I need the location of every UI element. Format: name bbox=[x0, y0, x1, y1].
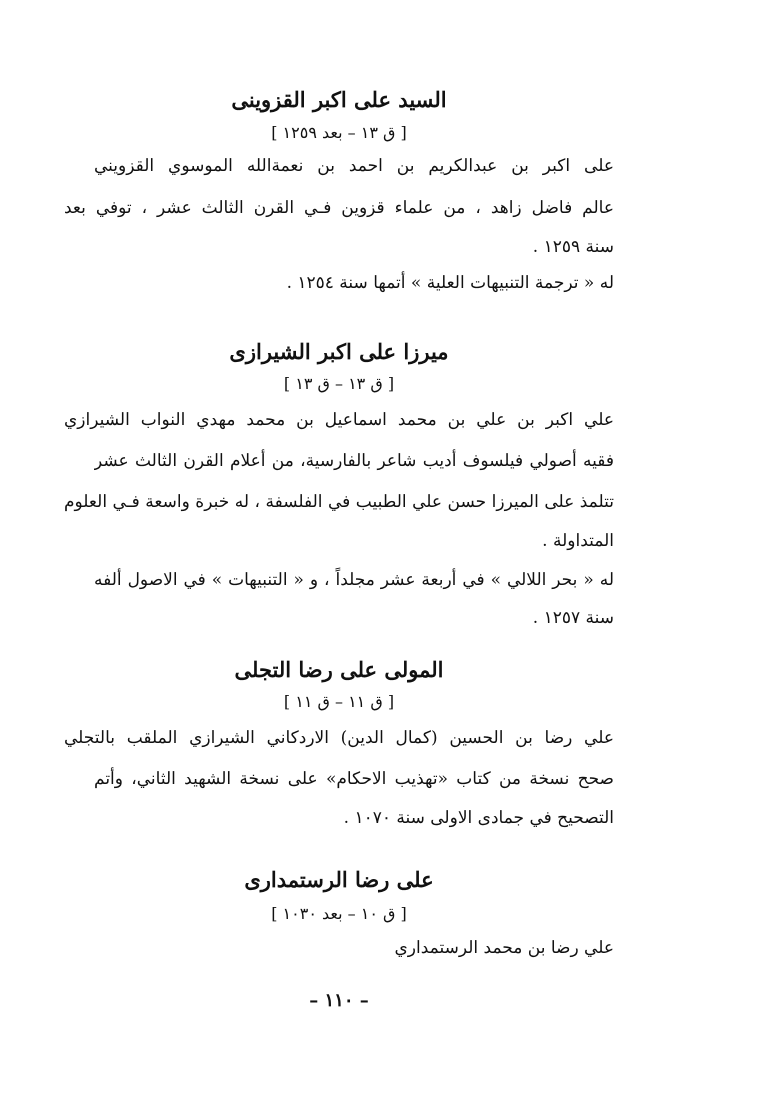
entry-3-dates: [ ق ١١ – ق ١١ ] bbox=[283, 692, 395, 711]
entry-1-line-2: عالم فاضل زاهد ، من علماء قزوين فـي القرن الثالث عشر ، توفي بعد bbox=[64, 198, 614, 218]
entry-2-dates: [ ق ١٣ – ق ١٣ ] bbox=[283, 374, 395, 393]
entry-2-work-1: له « بحر اللالي » في أربعة عشر مجلداً ، و « التنبيهات » في الاصول ألفه bbox=[94, 570, 614, 590]
entry-2-title: ميرزا على اكبر الشيرازى bbox=[229, 339, 449, 364]
entry-3-title: المولى على رضا التجلى bbox=[234, 657, 444, 682]
entry-2-work-2: سنة ١٢٥٧ . bbox=[532, 608, 614, 628]
entry-2-line-1: علي اكبر بن علي بن محمد اسماعيل بن محمد مهدي النواب الشيرازي bbox=[64, 410, 614, 430]
page-number: – ١١٠ – bbox=[309, 990, 369, 1011]
entry-1-work: له « ترجمة التنبيهات العلية » أتمها سنة ١٢٥٤ . bbox=[286, 273, 614, 293]
entry-3-line-2: صحح نسخة من كتاب «تهذيب الاحكام» على نسخة الشهيد الثاني، وأتم bbox=[94, 769, 614, 789]
entry-2-line-4: المتداولة . bbox=[542, 531, 614, 551]
entry-4-title: على رضا الرستمدارى bbox=[244, 867, 434, 892]
entry-1-line-1: على اكبر بن عبدالكريم بن احمد بن نعمةالله الموسوي القزويني bbox=[94, 156, 614, 176]
entry-4-dates: [ ق ١٠ – بعد ١٠٣٠ ] bbox=[271, 904, 407, 923]
document-page bbox=[64, 0, 614, 1095]
entry-2-line-2: فقيه أصولي فيلسوف أديب شاعر بالفارسية، من أعلام القرن الثالث عشر bbox=[94, 451, 614, 471]
entry-4-line-1: علي رضا بن محمد الرستمداري bbox=[394, 938, 614, 958]
entry-1-line-3: سنة ١٢٥٩ . bbox=[532, 237, 614, 257]
entry-3-line-1: علي رضا بن الحسين (كمال الدين) الاردكاني الشيرازي الملقب بالتجلي bbox=[64, 728, 614, 748]
entry-1-title: السيد على اكبر القزوينى bbox=[231, 87, 447, 112]
entry-3-line-3: التصحيح في جمادى الاولى سنة ١٠٧٠ . bbox=[343, 808, 614, 828]
entry-2-line-3: تتلمذ على الميرزا حسن علي الطبيب في الفلسفة ، له خبرة واسعة فـي العلوم bbox=[64, 492, 614, 512]
entry-1-dates: [ ق ١٣ – بعد ١٢٥٩ ] bbox=[271, 123, 407, 142]
